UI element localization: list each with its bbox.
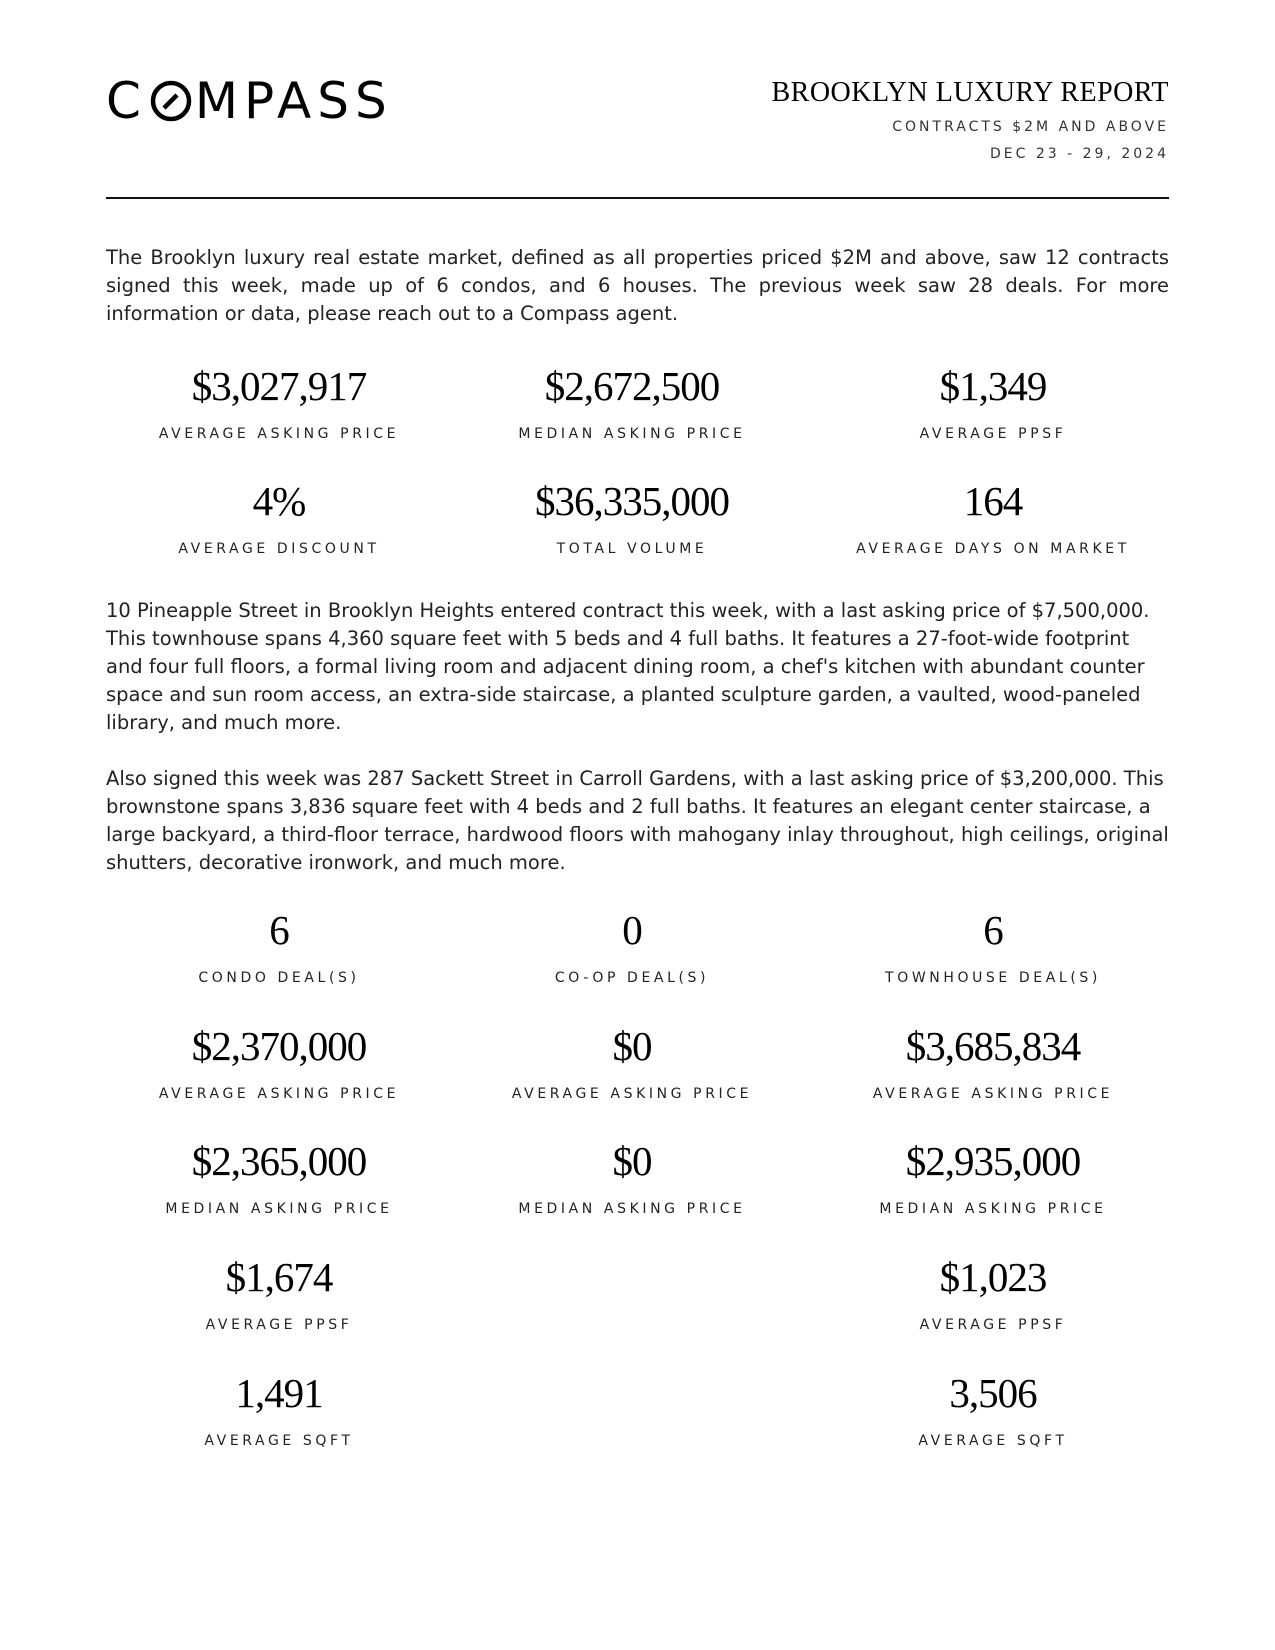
stat-label: MEDIAN ASKING PRICE bbox=[165, 1201, 393, 1217]
stat-label: MEDIAN ASKING PRICE bbox=[518, 426, 746, 442]
stat-label: AVERAGE ASKING PRICE bbox=[872, 1086, 1114, 1102]
condo-average-asking-price bbox=[114, 1023, 444, 1103]
coop-deals bbox=[467, 907, 797, 987]
header-divider bbox=[106, 197, 1169, 199]
stat-value: $2,365,000 bbox=[191, 1138, 367, 1184]
report-subtitle: CONTRACTS $2M AND ABOVE bbox=[892, 119, 1169, 135]
stat-label: AVERAGE PPSF bbox=[205, 1317, 353, 1333]
report-date-range: DEC 23 - 29, 2024 bbox=[990, 146, 1169, 162]
stat-label: AVERAGE ASKING PRICE bbox=[158, 1086, 400, 1102]
highlight-paragraph-2: Also signed this week was 287 Sackett Street in Carroll Gardens, with a last asking price of $3,200,000. This brownstone spans 3,836 square feet with 4 beds and 2 full baths. It features an elegant center staircase, a large backyard, a third-floor terrace, hardwood floors with mahogany inlay throughout, high ceilings, original shutters, decorative ironwork, and much more. bbox=[106, 767, 1169, 874]
stat-label: AVERAGE PPSF bbox=[919, 426, 1067, 442]
stat-label: TOWNHOUSE DEAL(S) bbox=[885, 970, 1101, 986]
stat-label: AVERAGE SQFT bbox=[918, 1433, 1068, 1449]
stat-total-volume bbox=[467, 478, 797, 558]
coop-average-asking-price bbox=[467, 1023, 797, 1103]
stat-value: $1,349 bbox=[939, 363, 1047, 409]
stat-value: 4% bbox=[252, 478, 306, 524]
stat-value: $3,685,834 bbox=[905, 1023, 1081, 1069]
stat-value: $0 bbox=[612, 1023, 652, 1069]
intro-paragraph: The Brooklyn luxury real estate market, defined as all properties priced $2M and above, saw 12 contracts signed this week, made up of 6 condos, and 6 houses. The previous week saw 28 deals. For more information or data, please reach out to a Compass agent. bbox=[106, 246, 1169, 325]
townhouse-average-ppsf bbox=[828, 1254, 1158, 1334]
stat-value: $2,370,000 bbox=[191, 1023, 367, 1069]
stat-label: AVERAGE SQFT bbox=[204, 1433, 354, 1449]
stat-value: $1,023 bbox=[939, 1254, 1047, 1300]
stat-value: $3,027,917 bbox=[191, 363, 367, 409]
report-title: BROOKLYN LUXURY REPORT bbox=[771, 77, 1169, 108]
stat-label: AVERAGE ASKING PRICE bbox=[158, 426, 400, 442]
logo-text-left: C bbox=[106, 72, 147, 130]
stat-value: $1,674 bbox=[225, 1254, 333, 1300]
stat-label: AVERAGE DAYS ON MARKET bbox=[856, 541, 1130, 557]
stat-average-discount bbox=[114, 478, 444, 558]
stat-value: $2,672,500 bbox=[544, 363, 720, 409]
condo-deals bbox=[114, 907, 444, 987]
stat-value: 6 bbox=[269, 907, 289, 953]
coop-median-asking-price bbox=[467, 1138, 797, 1218]
stat-average-ppsf bbox=[828, 363, 1158, 443]
stat-label: AVERAGE ASKING PRICE bbox=[511, 1086, 753, 1102]
stat-value: $0 bbox=[612, 1138, 652, 1184]
stat-average-asking-price bbox=[114, 363, 444, 443]
highlight-paragraph-1: 10 Pineapple Street in Brooklyn Heights entered contract this week, with a last asking price of $7,500,000. This townhouse spans 4,360 square feet with 5 beds and 4 full baths. It features a 27-foot-wide footprint and four full floors, a formal living room and adjacent dining room, a chef's kitchen with abundant counter space and sun room access, an extra-side staircase, a planted sculpture garden, a vaulted, wood-paneled library, and much more. bbox=[106, 599, 1150, 734]
townhouse-deals bbox=[828, 907, 1158, 987]
townhouse-median-asking-price bbox=[828, 1138, 1158, 1218]
stat-average-days-on-market bbox=[828, 478, 1158, 558]
townhouse-average-sqft bbox=[828, 1370, 1158, 1450]
stat-median-asking-price bbox=[467, 363, 797, 443]
stat-value: 1,491 bbox=[235, 1370, 323, 1416]
townhouse-average-asking-price bbox=[828, 1023, 1158, 1103]
stat-label: MEDIAN ASKING PRICE bbox=[518, 1201, 746, 1217]
compass-logo bbox=[106, 72, 393, 130]
stat-value: 3,506 bbox=[949, 1370, 1037, 1416]
stat-value: 6 bbox=[983, 907, 1003, 953]
report-header bbox=[771, 76, 1169, 163]
stat-value: 164 bbox=[963, 478, 1023, 524]
stat-label: TOTAL VOLUME bbox=[556, 541, 708, 557]
condo-median-asking-price bbox=[114, 1138, 444, 1218]
stat-label: CO-OP DEAL(S) bbox=[554, 970, 710, 986]
stat-label: CONDO DEAL(S) bbox=[198, 970, 360, 986]
stat-value: $36,335,000 bbox=[535, 478, 729, 524]
compass-o-icon bbox=[150, 80, 192, 122]
stat-label: AVERAGE DISCOUNT bbox=[178, 541, 380, 557]
stat-label: AVERAGE PPSF bbox=[919, 1317, 1067, 1333]
stat-label: MEDIAN ASKING PRICE bbox=[879, 1201, 1107, 1217]
stat-value: 0 bbox=[622, 907, 642, 953]
condo-average-ppsf bbox=[114, 1254, 444, 1334]
logo-text-right: MPASS bbox=[194, 72, 393, 130]
condo-average-sqft bbox=[114, 1370, 444, 1450]
stat-value: $2,935,000 bbox=[905, 1138, 1081, 1184]
